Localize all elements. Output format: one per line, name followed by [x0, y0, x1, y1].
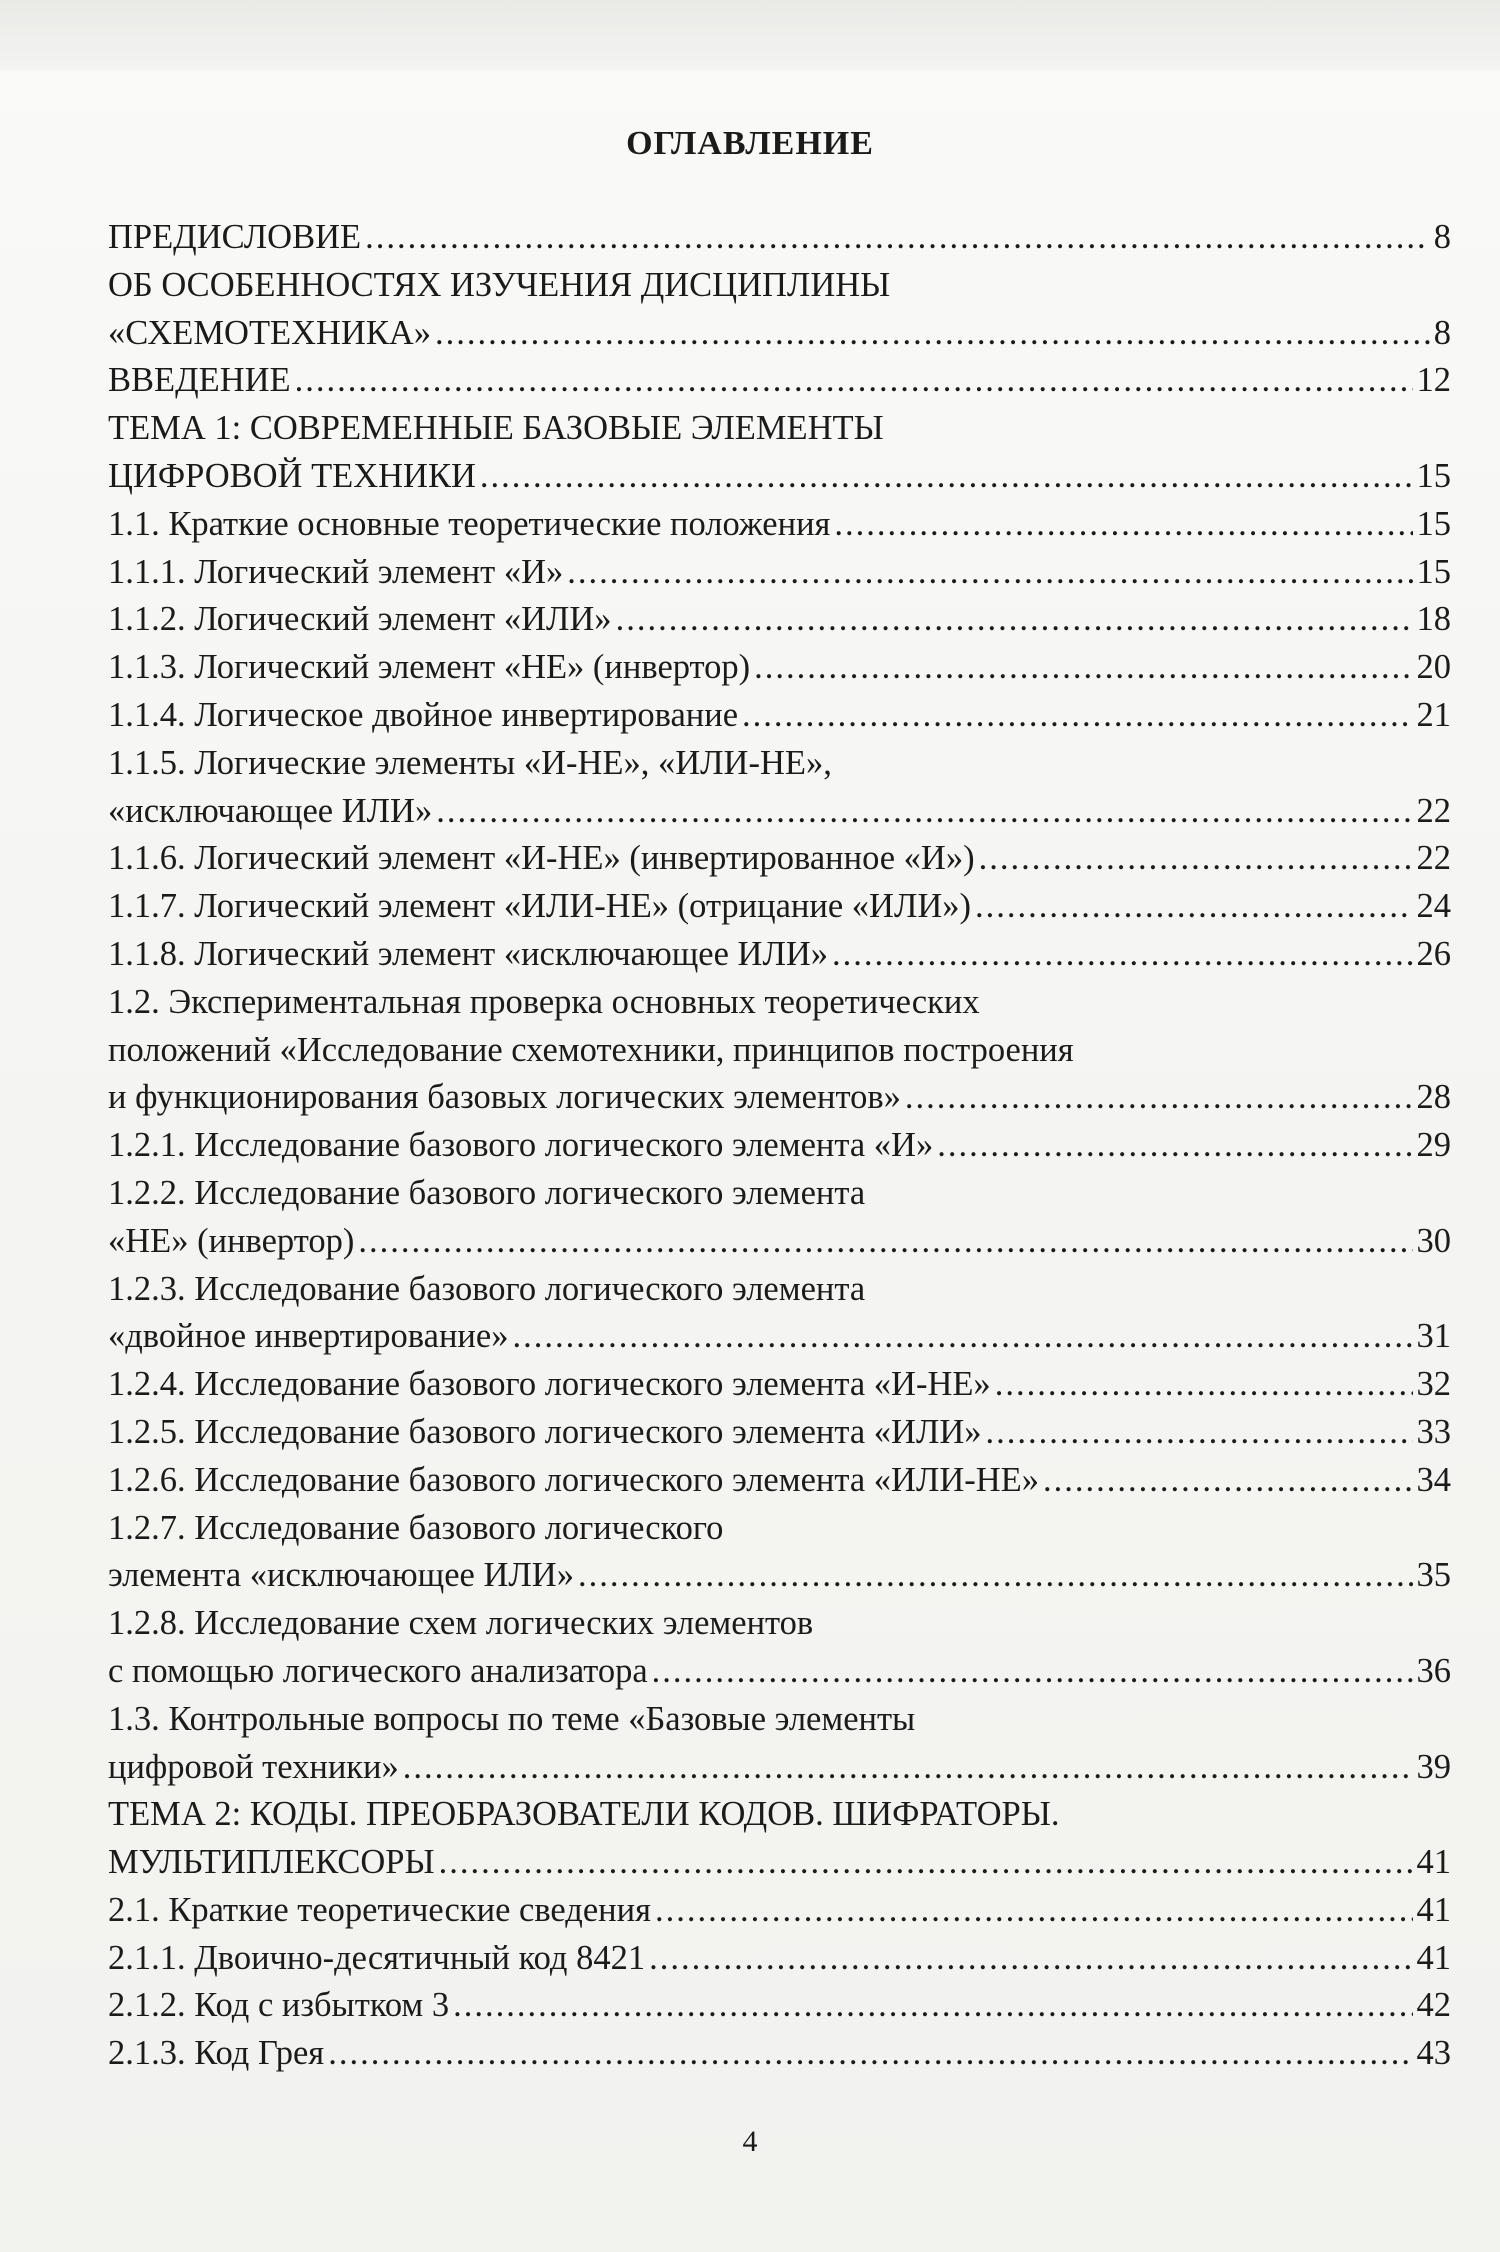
toc-entry-line: [108, 979, 1451, 1027]
toc-entry-text: 1.2.1. Исследование базового логического элемента «И»: [108, 1126, 934, 1165]
toc-entry: [108, 1600, 1451, 1696]
toc-entry-line: [108, 1170, 1451, 1218]
toc-entry-line-last: [108, 596, 1451, 644]
toc-dot-leader: [358, 1218, 1412, 1266]
toc-entry-page: 41: [1416, 1843, 1451, 1882]
toc-entry-page: 33: [1416, 1412, 1451, 1451]
toc-entry-text: «двойное инвертирование»: [108, 1317, 509, 1356]
toc-entry-line: [108, 1027, 1451, 1075]
toc-dot-leader: [435, 310, 1430, 358]
toc-entry-page: 8: [1433, 313, 1451, 352]
toc-entry-text: ТЕМА 2: КОДЫ. ПРЕОБРАЗОВАТЕЛИ КОДОВ. ШИФРАТОРЫ.: [108, 1795, 1060, 1834]
toc-entry-line-last: [108, 692, 1451, 740]
toc-entry: [108, 1696, 1451, 1792]
toc-entry-text: 1.1.4. Логическое двойное инвертирование: [108, 695, 739, 734]
toc-entry-page: 15: [1416, 504, 1451, 543]
table-of-contents: [108, 214, 1451, 2078]
toc-entry-line-last: [108, 214, 1451, 262]
toc-entry-text: 2.1.2. Код с избытком 3: [108, 1986, 450, 2025]
toc-entry-line-last: [108, 1982, 1451, 2030]
toc-entry: [108, 740, 1451, 836]
toc-entry-line-last: [108, 1361, 1451, 1409]
toc-dot-leader: [649, 1935, 1412, 1983]
toc-entry-text: цифровой техники»: [108, 1747, 399, 1786]
toc-entry: [108, 1170, 1451, 1266]
toc-entry: [108, 214, 1451, 262]
page-title: ОГЛАВЛЕНИЕ: [626, 125, 874, 162]
toc-entry-text: ТЕМА 1: СОВРЕМЕННЫЕ БАЗОВЫЕ ЭЛЕМЕНТЫ: [108, 409, 884, 448]
toc-entry-line-last: [108, 1457, 1451, 1505]
toc-entry-line-last: [108, 1552, 1451, 1600]
toc-entry-text: элемента «исключающее ИЛИ»: [108, 1556, 574, 1595]
toc-entry: [108, 596, 1451, 644]
toc-entry-text: 1.2.2. Исследование базового логического элемента: [108, 1173, 866, 1212]
toc-entry-line-last: [108, 1887, 1451, 1935]
toc-entry-line-last: [108, 357, 1451, 405]
toc-entry-page: 32: [1416, 1365, 1451, 1404]
toc-entry-line: [108, 1696, 1451, 1744]
toc-entry: [108, 1361, 1451, 1409]
toc-entry-page: 35: [1416, 1556, 1451, 1595]
toc-entry-line-last: [108, 1744, 1451, 1792]
toc-dot-leader: [453, 1982, 1412, 2030]
toc-entry-page: 21: [1416, 695, 1451, 734]
toc-entry-line-last: [108, 1935, 1451, 1983]
toc-entry-page: 20: [1416, 648, 1451, 687]
page-number: 4: [742, 2125, 758, 2158]
toc-dot-leader: [995, 1361, 1413, 1409]
toc-entry: [108, 931, 1451, 979]
toc-entry-text: «исключающее ИЛИ»: [108, 791, 433, 830]
toc-entry-line-last: [108, 883, 1451, 931]
toc-entry-page: 30: [1416, 1221, 1451, 1260]
toc-dot-leader: [328, 2030, 1412, 2078]
toc-entry: [108, 1887, 1451, 1935]
toc-entry-text: 1.1.3. Логический элемент «НЕ» (инвертор): [108, 648, 751, 687]
toc-entry-page: 24: [1416, 887, 1451, 926]
toc-dot-leader: [937, 1122, 1412, 1170]
page-top-edge: [0, 0, 1500, 70]
toc-entry-text: 1.2.4. Исследование базового логического элемента «И-НЕ»: [108, 1365, 991, 1404]
toc-entry-text: 1.1. Краткие основные теоретические положения: [108, 504, 831, 543]
toc-entry-line: [108, 405, 1451, 453]
toc-entry-text: с помощью логического анализатора: [108, 1651, 648, 1690]
toc-entry-line-last: [108, 1409, 1451, 1457]
toc-entry-text: 2.1.1. Двоично-десятичный код 8421: [108, 1938, 646, 1977]
toc-entry: [108, 501, 1451, 549]
toc-entry-line: [108, 1505, 1451, 1553]
toc-entry: [108, 692, 1451, 740]
toc-dot-leader: [652, 1648, 1413, 1696]
toc-entry-text: 2.1.3. Код Грея: [108, 2034, 325, 2073]
toc-entry-page: 34: [1416, 1460, 1451, 1499]
toc-entry-text: «НЕ» (инвертор): [108, 1221, 355, 1260]
toc-entry-line-last: [108, 644, 1451, 692]
toc-entry-page: 28: [1416, 1078, 1451, 1117]
toc-entry-page: 26: [1416, 934, 1451, 973]
toc-entry-text: положений «Исследование схемотехники, принципов построения: [108, 1030, 1074, 1069]
toc-entry-text: 1.2.5. Исследование базового логического элемента «ИЛИ»: [108, 1412, 982, 1451]
toc-dot-leader: [655, 1887, 1413, 1935]
toc-dot-leader: [365, 214, 1430, 262]
toc-dot-leader: [979, 835, 1413, 883]
toc-entry-line-last: [108, 931, 1451, 979]
toc-entry: [108, 357, 1451, 405]
toc-entry-text: МУЛЬТИПЛЕКСОРЫ: [108, 1843, 435, 1882]
toc-entry-line-last: [108, 788, 1451, 836]
toc-entry-text: 1.2.7. Исследование базового логического: [108, 1508, 724, 1547]
toc-dot-leader: [905, 1074, 1413, 1122]
toc-entry-line-last: [108, 453, 1451, 501]
toc-entry-text: ПРЕДИСЛОВИЕ: [108, 218, 362, 256]
toc-entry-text: 1.1.5. Логические элементы «И-НЕ», «ИЛИ-НЕ»,: [108, 743, 832, 782]
toc-entry-page: 36: [1416, 1651, 1451, 1690]
toc-dot-leader: [754, 644, 1412, 692]
toc-dot-leader: [512, 1313, 1412, 1361]
toc-entry-text: 1.1.2. Логический элемент «ИЛИ»: [108, 600, 612, 639]
toc-dot-leader: [578, 1552, 1413, 1600]
toc-entry: [108, 262, 1451, 358]
toc-entry-line: [108, 1600, 1451, 1648]
toc-entry-page: 22: [1416, 791, 1451, 830]
toc-entry-page: 12: [1416, 361, 1451, 400]
toc-entry: [108, 1457, 1451, 1505]
toc-entry-page: 31: [1416, 1317, 1451, 1356]
toc-entry: [108, 1409, 1451, 1457]
toc-entry-text: и функционирования базовых логических элементов»: [108, 1078, 901, 1117]
toc-entry-page: 43: [1416, 2034, 1451, 2073]
toc-entry-text: 1.2.8. Исследование схем логических элементов: [108, 1604, 814, 1643]
toc-dot-leader: [480, 453, 1413, 501]
toc-entry-line-last: [108, 1218, 1451, 1266]
toc-entry-page: 29: [1416, 1126, 1451, 1165]
toc-dot-leader: [742, 692, 1412, 740]
toc-entry-line-last: [108, 310, 1451, 358]
toc-dot-leader: [295, 357, 1413, 405]
toc-entry: [108, 1791, 1451, 1887]
toc-entry-text: 1.1.8. Логический элемент «исключающее ИЛИ»: [108, 934, 829, 973]
toc-entry-text: ОБ ОСОБЕННОСТЯХ ИЗУЧЕНИЯ ДИСЦИПЛИНЫ: [108, 265, 891, 304]
toc-entry-line-last: [108, 1313, 1451, 1361]
toc-entry-text: 1.1.1. Логический элемент «И»: [108, 552, 564, 591]
toc-entry: [108, 1935, 1451, 1983]
toc-dot-leader: [616, 596, 1413, 644]
toc-entry-text: 1.2.3. Исследование базового логического элемента: [108, 1269, 866, 1308]
toc-dot-leader: [567, 549, 1412, 597]
toc-dot-leader: [975, 883, 1412, 931]
toc-entry: [108, 835, 1451, 883]
toc-entry-line-last: [108, 1648, 1451, 1696]
toc-entry-text: ВВЕДЕНИЕ: [108, 361, 291, 400]
toc-entry-text: 1.1.7. Логический элемент «ИЛИ-НЕ» (отрицание «ИЛИ»): [108, 887, 972, 926]
toc-dot-leader: [1043, 1457, 1413, 1505]
toc-entry-line-last: [108, 501, 1451, 549]
toc-entry-line-last: [108, 835, 1451, 883]
toc-entry-line: [108, 740, 1451, 788]
toc-entry-text: 1.2. Экспериментальная проверка основных теоретических: [108, 982, 980, 1021]
toc-entry-page: 41: [1416, 1938, 1451, 1977]
toc-entry: [108, 1505, 1451, 1601]
toc-entry-line: [108, 1791, 1451, 1839]
toc-entry-line: [108, 1266, 1451, 1314]
toc-entry-line-last: [108, 1074, 1451, 1122]
toc-dot-leader: [439, 1839, 1413, 1887]
toc-dot-leader: [403, 1744, 1413, 1792]
toc-entry-text: 1.3. Контрольные вопросы по теме «Базовые элементы: [108, 1699, 916, 1738]
toc-entry-text: «СХЕМОТЕХНИКА»: [108, 313, 432, 352]
toc-dot-leader: [436, 788, 1412, 836]
toc-entry-text: 2.1. Краткие теоретические сведения: [108, 1890, 651, 1929]
toc-entry-page: 39: [1416, 1747, 1451, 1786]
toc-entry-page: 15: [1416, 552, 1451, 591]
toc-entry: [108, 979, 1451, 1122]
toc-entry-line: [108, 262, 1451, 310]
toc-entry: [108, 405, 1451, 501]
toc-entry: [108, 644, 1451, 692]
toc-entry: [108, 549, 1451, 597]
toc-entry: [108, 2030, 1451, 2078]
toc-entry-page: 18: [1416, 600, 1451, 639]
toc-entry-text: 1.1.6. Логический элемент «И-НЕ» (инвертированное «И»): [108, 839, 975, 878]
toc-entry: [108, 1122, 1451, 1170]
toc-dot-leader: [986, 1409, 1413, 1457]
toc-entry: [108, 883, 1451, 931]
toc-entry: [108, 1266, 1451, 1362]
toc-entry-line-last: [108, 549, 1451, 597]
toc-entry-page: 41: [1416, 1890, 1451, 1929]
toc-entry: [108, 1982, 1451, 2030]
toc-entry-page: 22: [1416, 839, 1451, 878]
toc-entry-text: ЦИФРОВОЙ ТЕХНИКИ: [108, 456, 476, 495]
toc-entry-page: 42: [1416, 1986, 1451, 2025]
toc-entry-page: 15: [1416, 456, 1451, 495]
toc-dot-leader: [834, 501, 1412, 549]
toc-entry-line-last: [108, 2030, 1451, 2078]
toc-entry-page: 8: [1433, 218, 1451, 256]
toc-dot-leader: [832, 931, 1412, 979]
toc-entry-line-last: [108, 1839, 1451, 1887]
toc-entry-line-last: [108, 1122, 1451, 1170]
toc-entry-text: 1.2.6. Исследование базового логического элемента «ИЛИ-НЕ»: [108, 1460, 1039, 1499]
